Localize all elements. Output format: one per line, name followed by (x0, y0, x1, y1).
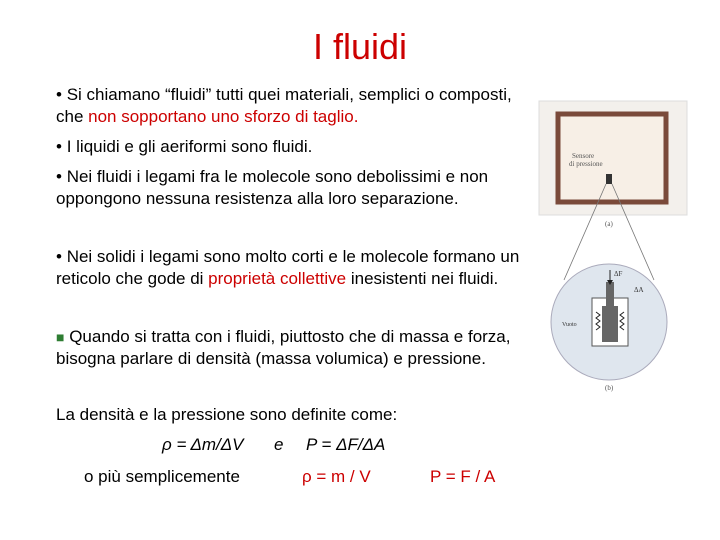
bullet-2: • I liquidi e gli aeriformi sono fluidi. (56, 137, 313, 156)
bullet-4-text-end: inesistenti nei fluidi. (346, 269, 499, 288)
paragraph (56, 326, 540, 370)
small-sensor-icon (606, 174, 612, 184)
figure-label-b: (b) (605, 384, 614, 392)
formula-density-delta: ρ = Δm/ΔV (162, 435, 244, 454)
bullet-4-text: Nei solidi i legami sono molto corti e le molecole formano un reticolo che gode di (56, 247, 520, 288)
formula-pressure: P = F / A (430, 467, 496, 486)
bullet-1: • Si chiamano “fluidi” tutti quei materiali, semplici o composti, che non sopportano uno sforzo di taglio. (56, 85, 512, 126)
paragraph-text: Quando si tratta con i fluidi, piuttosto che di massa e forza, bisogna parlare di densità (massa volumica) e pressione. (56, 327, 511, 368)
bullet-1-text: Si chiamano “fluidi” tutti quei materiali, semplici o composti, che (56, 85, 512, 126)
sensor-label-1: Sensore (572, 152, 595, 160)
pressure-sensor-diagram (538, 100, 688, 400)
square-bullet-icon: ■ (56, 329, 65, 345)
sensor-label-2: di pressione (569, 160, 603, 168)
pressure-sensor-figure (538, 100, 688, 400)
force-label: ΔF (614, 270, 623, 278)
vacuum-label: Vuoto (562, 322, 577, 328)
formula-conjunction: e (274, 435, 284, 454)
simpler-label: o più semplicemente (84, 467, 240, 486)
bullet-3: • Nei fluidi i legami fra le molecole sono debolissimi e non oppongono nessuna resistenza alla loro separazione. (56, 167, 489, 208)
figure-label-a: (a) (605, 220, 613, 228)
area-label: ΔA (634, 286, 644, 294)
sensor-piston (602, 306, 618, 342)
bullet-1-highlight: non sopportano uno sforzo di taglio. (88, 107, 359, 126)
formula-pressure-delta: P = ΔF/ΔA (306, 435, 386, 454)
piston-rod (606, 282, 614, 306)
definitions-line: La densità e la pressione sono definite come: (56, 405, 398, 424)
bullet-4: • Nei solidi i legami sono molto corti e le molecole formano un reticolo che gode di proprietà collettive inesistenti nei fluidi. (56, 247, 520, 288)
bullet-3-text: Nei fluidi i legami fra le molecole sono debolissimi e non oppongono nessuna resistenza alla loro separazione. (56, 167, 489, 208)
slide-title: I fluidi (312, 26, 408, 67)
formula-density: ρ = m / V (302, 467, 371, 486)
bullet-4-highlight: proprietà collettive (208, 269, 347, 288)
bullet-2-text: I liquidi e gli aeriformi sono fluidi. (66, 137, 313, 156)
